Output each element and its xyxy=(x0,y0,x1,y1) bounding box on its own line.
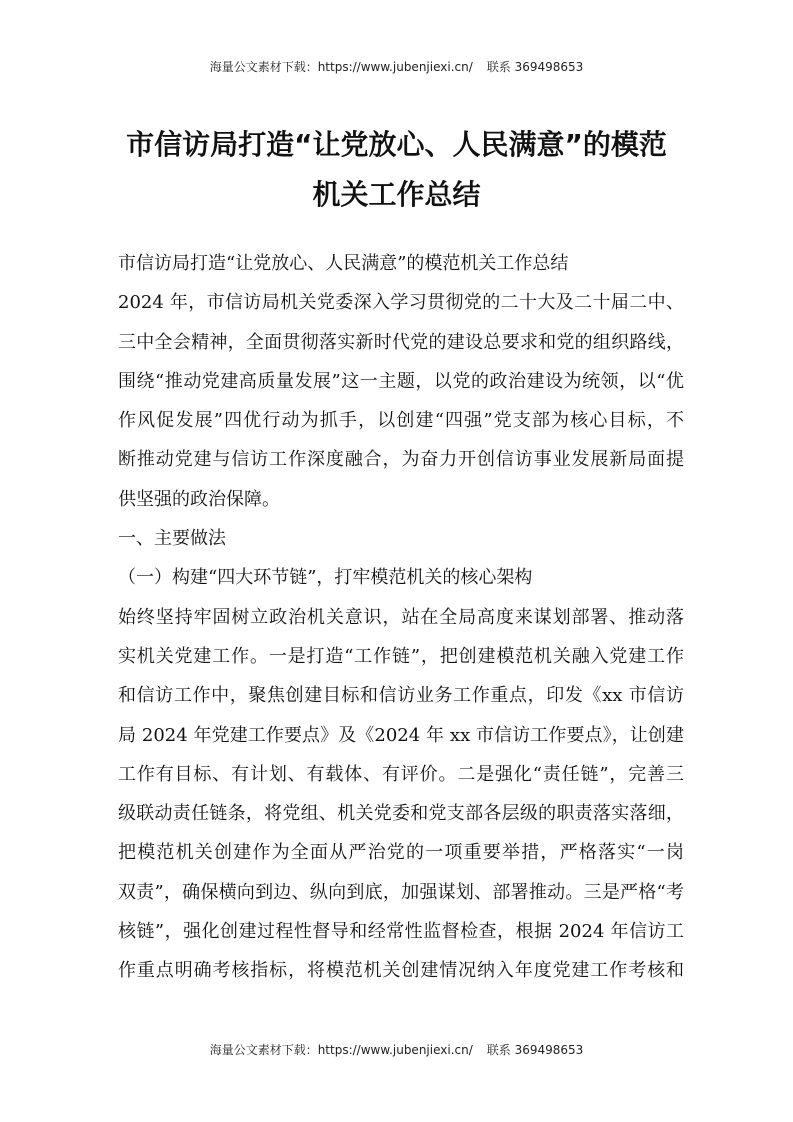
body-line: 三中全会精神，全面贯彻落实新时代党的建设总要求和党的组织路线， xyxy=(118,331,684,353)
body-line: 作风促发展”四优行动为抓手，以创建“四强”党支部为核心目标，不 xyxy=(118,410,684,432)
document-body xyxy=(118,244,684,991)
footer-site-label: 海量公文素材下载：https://www.jubenjiexi.cn/ xyxy=(209,1043,473,1057)
page-header xyxy=(0,58,793,75)
subsection-heading: （一）构建“四大环节链”，打牢模范机关的核心架构 xyxy=(118,567,533,589)
footer-contact: 联系 369498653 xyxy=(486,1043,584,1057)
body-line: 局 2024 年党建工作要点》及《2024 年 xx 市信访工作要点》，让创建 xyxy=(118,724,684,746)
body-line: 断推动党建与信访工作深度融合，为奋力开创信访事业发展新局面提 xyxy=(118,449,684,471)
body-line: 供坚强的政治保障。 xyxy=(118,488,280,510)
body-line: 核链”，强化创建过程性督导和经常性监督检查，根据 2024 年信访工 xyxy=(118,921,684,943)
document-title xyxy=(100,120,693,220)
body-line: 实机关党建工作。一是打造“工作链”，把创建模范机关融入党建工作 xyxy=(118,645,684,667)
body-line: 始终坚持牢固树立政治机关意识，站在全局高度来谋划部署、推动落 xyxy=(118,606,684,628)
body-line: 和信访工作中，聚焦创建目标和信访业务工作重点，印发《xx 市信访 xyxy=(118,685,684,707)
header-site-label: 海量公文素材下载：https://www.jubenjiexi.cn/ xyxy=(209,60,473,74)
title-line-2: 机关工作总结 xyxy=(312,178,481,211)
body-line: 双责”，确保横向到边、纵向到底，加强谋划、部署推动。三是严格“考 xyxy=(118,881,684,903)
body-line: 作重点明确考核指标，将模范机关创建情况纳入年度党建工作考核和 xyxy=(118,960,684,982)
page-footer xyxy=(0,1041,793,1058)
header-contact: 联系 369498653 xyxy=(486,60,584,74)
body-line: 把模范机关创建作为全面从严治党的一项重要举措，严格落实“一岗 xyxy=(118,842,684,864)
body-subtitle-line: 市信访局打造“让党放心、人民满意”的模范机关工作总结 xyxy=(118,253,569,274)
body-line: 2024 年，市信访局机关党委深入学习贯彻党的二十大及二十届二中、 xyxy=(118,292,684,314)
body-line: 级联动责任链条，将党组、机关党委和党支部各层级的职责落实落细， xyxy=(118,803,684,825)
body-line: 工作有目标、有计划、有载体、有评价。二是强化“责任链”，完善三 xyxy=(118,763,684,785)
body-line: 围绕“推动党建高质量发展”这一主题，以党的政治建设为统领，以“优 xyxy=(118,370,684,392)
section-heading: 一、主要做法 xyxy=(118,528,226,550)
title-line-1: 市信访局打造“让党放心、人民满意”的模范 xyxy=(126,128,667,161)
